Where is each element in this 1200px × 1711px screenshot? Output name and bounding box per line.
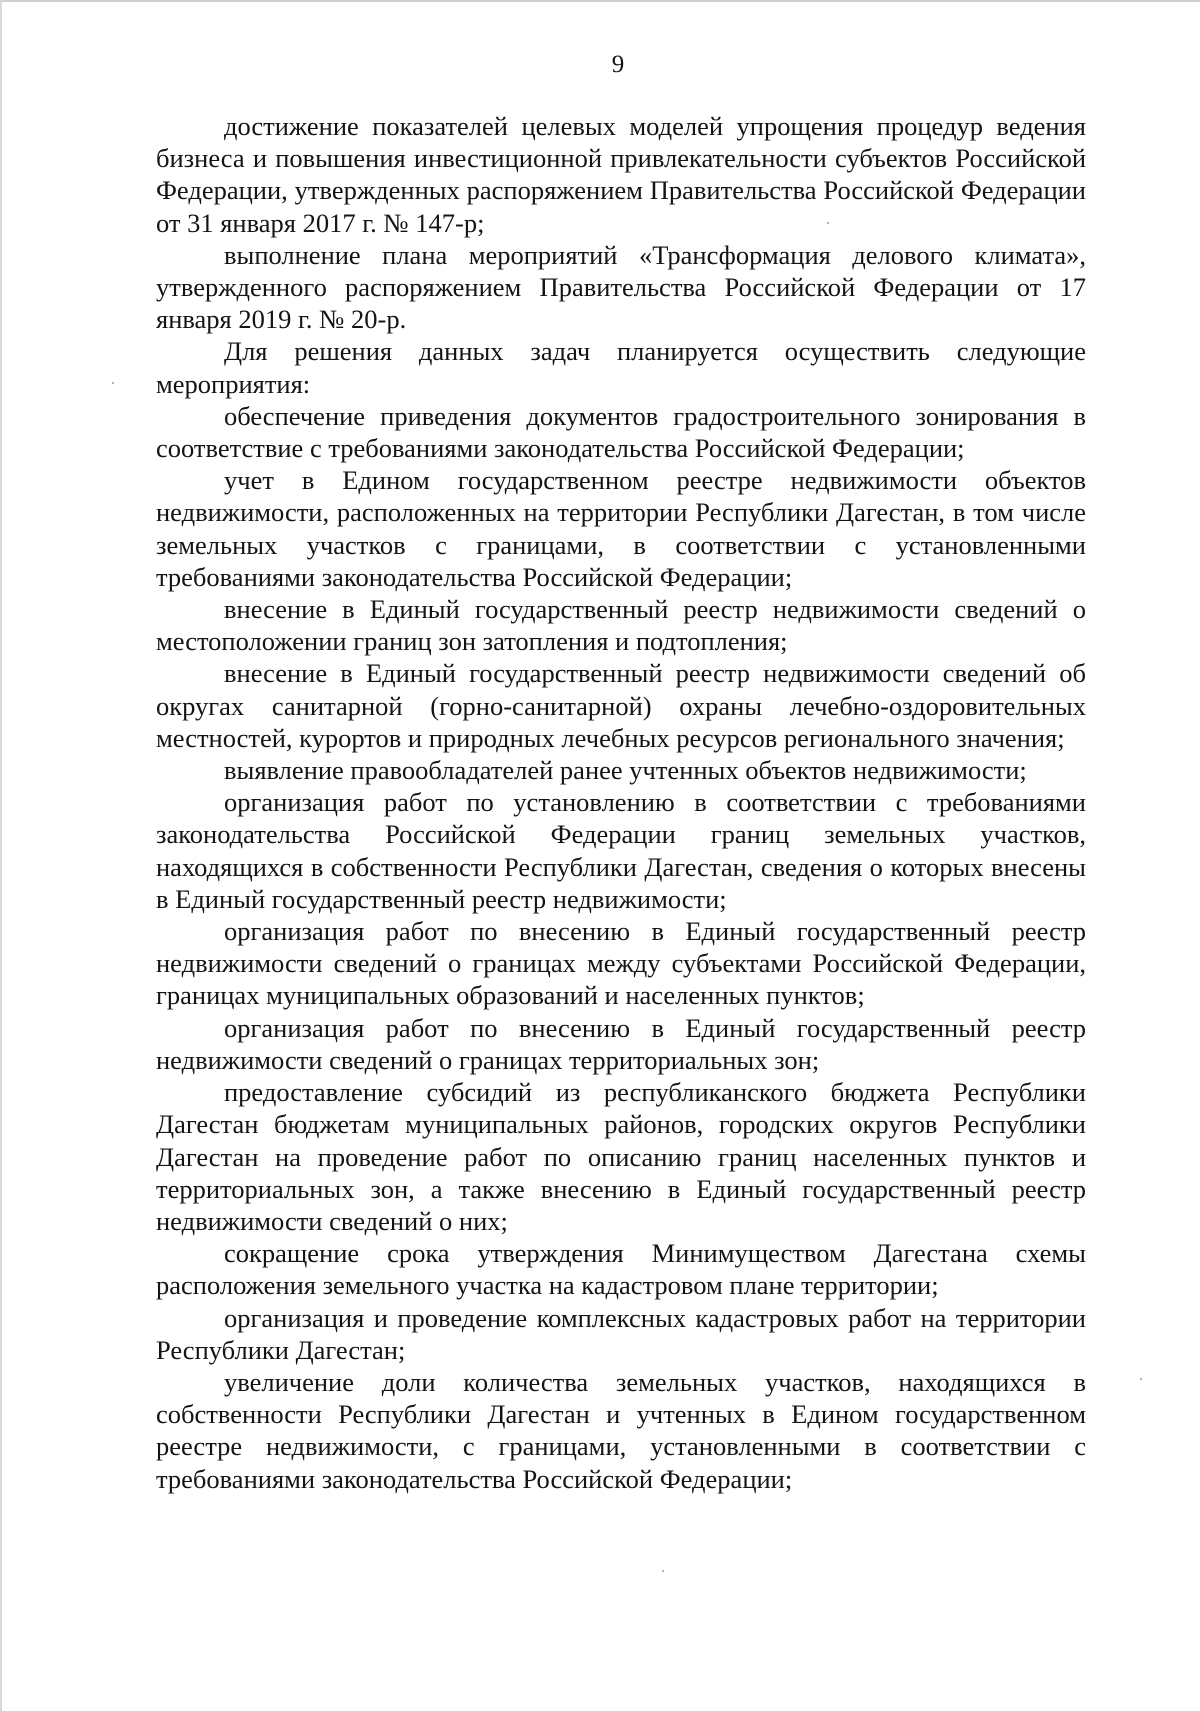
paragraph-scheme-approval: сокращение срока утверждения Минимуществом Дагестана схемы расположения земельного участка на кадастровом плане территории; (156, 1238, 1086, 1301)
scan-speck (827, 222, 829, 224)
scan-border-left (0, 0, 2, 1711)
paragraph-territorial-zones: организация работ по внесению в Единый государственный реестр недвижимости сведений о границах территориальных зон; (156, 1012, 1086, 1075)
paragraph-subsidies: предоставление субсидий из республиканского бюджета Республики Дагестан бюджетам муниципальных районов, городских округов Республики Дагестан на проведение работ по описанию границ населенных пунктов и территориальных зон, а также внесению в Единый государственный реестр недвижимости сведений о них; (156, 1077, 1086, 1236)
scan-speck (1140, 1378, 1142, 1380)
document-body (156, 110, 1086, 1495)
paragraph-target-models: достижение показателей целевых моделей упрощения процедур ведения бизнеса и повышения инвестиционной привлекательности субъектов Российской Федерации, утвержденных распоряжением Правительства Российской Федерации от 31 января 2017 г. № 147-р; (156, 111, 1086, 238)
page-number: 9 (611, 51, 625, 78)
paragraph-land-plot-boundaries: организация работ по установлению в соответствии с требованиями законодательства Российской Федерации границ земельных участков, находящихся в собственности Республики Дагестан, сведения о которых внесены в Единый государственный реестр недвижимости; (156, 787, 1086, 914)
scan-border-top (0, 0, 1200, 2)
scan-speck (112, 382, 114, 384)
scan-speck (662, 1570, 664, 1572)
paragraph-land-share-increase: увеличение доли количества земельных участков, находящихся в собственности Республики Дагестан и учтенных в Едином государственном реестре недвижимости, с границами, установленными в соответствии с требованиями законодательства Российской Федерации; (156, 1366, 1086, 1494)
paragraph-business-climate-plan: выполнение плана мероприятий «Трансформация делового климата», утвержденного распоряжением Правительства Российской Федерации от 17 января 2019 г. № 20-р. (156, 239, 1086, 335)
paragraph-rights-holders: выявление правообладателей ранее учтенных объектов недвижимости; (224, 755, 1027, 786)
paragraph-sanitary-zones: внесение в Единый государственный реестр недвижимости сведений об округах санитарной (горно-санитарной) охраны лечебно-оздоровительных местностей, курортов и природных лечебных ресурсов регионального значения; (156, 658, 1086, 753)
paragraph-subject-boundaries: организация работ по внесению в Единый государственный реестр недвижимости сведений о границах между субъектами Российской Федерации, границах муниципальных образований и населенных пунктов; (156, 916, 1086, 1011)
paragraph-registry-accounting: учет в Едином государственном реестре недвижимости объектов недвижимости, расположенных на территории Республики Дагестан, в том числе земельных участков с границами, в соответствии с установленными требованиями законодательства Российской Федерации; (156, 465, 1086, 592)
paragraph-flood-zones: внесение в Единый государственный реестр недвижимости сведений о местоположении границ зон затопления и подтопления; (156, 594, 1086, 657)
paragraph-zoning-documents: обеспечение приведения документов градостроительного зонирования в соответствие с требованиями законодательства Российской Федерации; (156, 400, 1086, 464)
paragraph-planned-measures-intro: Для решения данных задач планируется осуществить следующие мероприятия: (156, 336, 1086, 399)
paragraph-cadastral-works: организация и проведение комплексных кадастровых работ на территории Республики Дагестан; (156, 1302, 1086, 1365)
